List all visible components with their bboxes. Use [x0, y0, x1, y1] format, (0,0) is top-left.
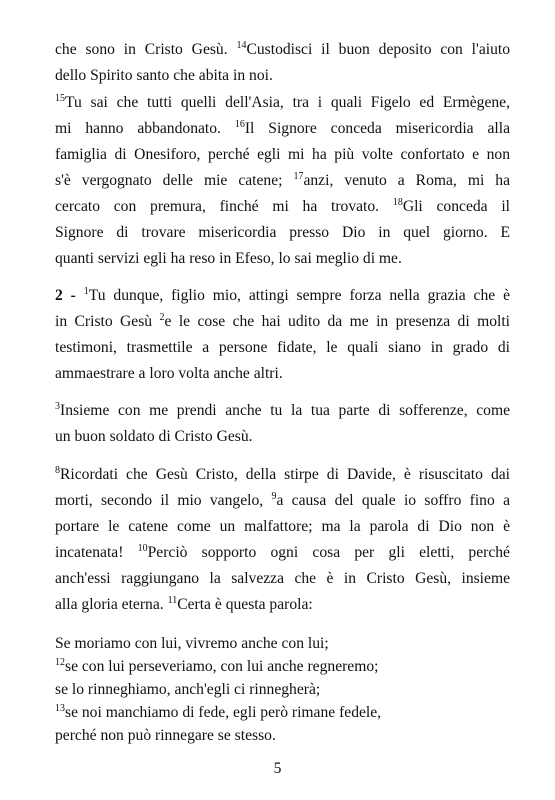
text-line: un buon soldato di Cristo Gesù.: [55, 428, 253, 445]
text-line: $^8$Ricordati che Gesù Cristo, della stirpe di Davide, è risuscitato dai: [55, 465, 510, 483]
text-line: testimoni, trasmettile a persone fidate, le quali siano in grado di: [55, 339, 510, 356]
text-line: $^3$Insieme con me prendi anche tu la tua parte di sofferenze, come: [55, 401, 510, 419]
verse-number: 13: [55, 703, 65, 714]
verse-number: 16: [234, 119, 245, 130]
text-line: morti, secondo il mio vangelo, $^9$a causa del quale io soffro fino a: [55, 491, 510, 509]
text-line: $^{15}$Tu sai che tutti quelli dell'Asia, tra i quali Figelo ed Ermègene,: [55, 93, 510, 111]
text-line: ammaestrare a loro volta anche altri.: [55, 365, 283, 382]
text-line: $^{13}$se noi manchiamo di fede, egli però rimane fedele,: [55, 703, 382, 721]
page-number: 5: [273, 760, 282, 777]
text-line: alla gloria eterna. $^{11}$Certa è questa parola:: [55, 595, 313, 613]
text-line: perché non può rinnegare se stesso.: [55, 727, 276, 744]
verse-number: 9: [271, 491, 277, 502]
text-line: cercato con premura, finché mi ha trovato. $^{18}$Gli conceda il: [55, 197, 510, 215]
text-line: quanti servizi egli ha reso in Efeso, lo sai meglio di me.: [55, 250, 402, 267]
text-line: famiglia di Onesiforo, perché egli mi ha più volte confortato e non: [55, 146, 510, 163]
text-line: dello Spirito santo che abita in noi.: [55, 67, 273, 84]
verse-number: 1: [83, 286, 89, 297]
verse-number: 10: [137, 543, 148, 554]
verse-number: 14: [236, 40, 247, 51]
text-line: che sono in Cristo Gesù. $^{14}$Custodisci il buon deposito con l'aiuto: [55, 40, 510, 58]
text-line: portare le catene come un malfattore; ma la parola di Dio non è: [55, 518, 510, 535]
text-line: incatenata! $^{10}$Perciò sopporto ogni cosa per gli eletti, perché: [55, 543, 510, 561]
verse-number: 18: [392, 197, 403, 208]
text-line: anch'essi raggiungano la salvezza che è in Cristo Gesù, insieme: [55, 570, 510, 587]
text-line: Se moriamo con lui, vivremo anche con lui;: [55, 635, 329, 652]
text-line: in Cristo Gesù $^2$e le cose che hai udito da me in presenza di molti: [55, 312, 510, 330]
text-line: Signore di trovare misericordia presso Dio in quel giorno. E: [55, 224, 510, 241]
verse-number: 17: [293, 171, 304, 182]
verse-number: 3: [55, 401, 60, 412]
verse-number: 15: [55, 93, 65, 104]
verse-number: 8: [55, 465, 60, 476]
verse-number: 12: [55, 657, 65, 668]
verse-number: 11: [167, 595, 178, 606]
text-line: $^{12}$se con lui perseveriamo, con lui anche regneremo;: [55, 657, 379, 675]
verse-number: 2: [159, 312, 165, 323]
chapter-number: 2 -: [55, 287, 84, 304]
text-line: 2 - $^1$Tu dunque, figlio mio, attingi sempre forza nella grazia che è: [55, 286, 510, 304]
text-line: s'è vergognato delle mie catene; $^{17}$anzi, venuto a Roma, mi ha: [55, 171, 510, 189]
text-line: mi hanno abbandonato. $^{16}$Il Signore conceda misericordia alla: [55, 119, 510, 137]
text-line: se lo rinneghiamo, anch'egli ci rinnegherà;: [55, 681, 321, 698]
